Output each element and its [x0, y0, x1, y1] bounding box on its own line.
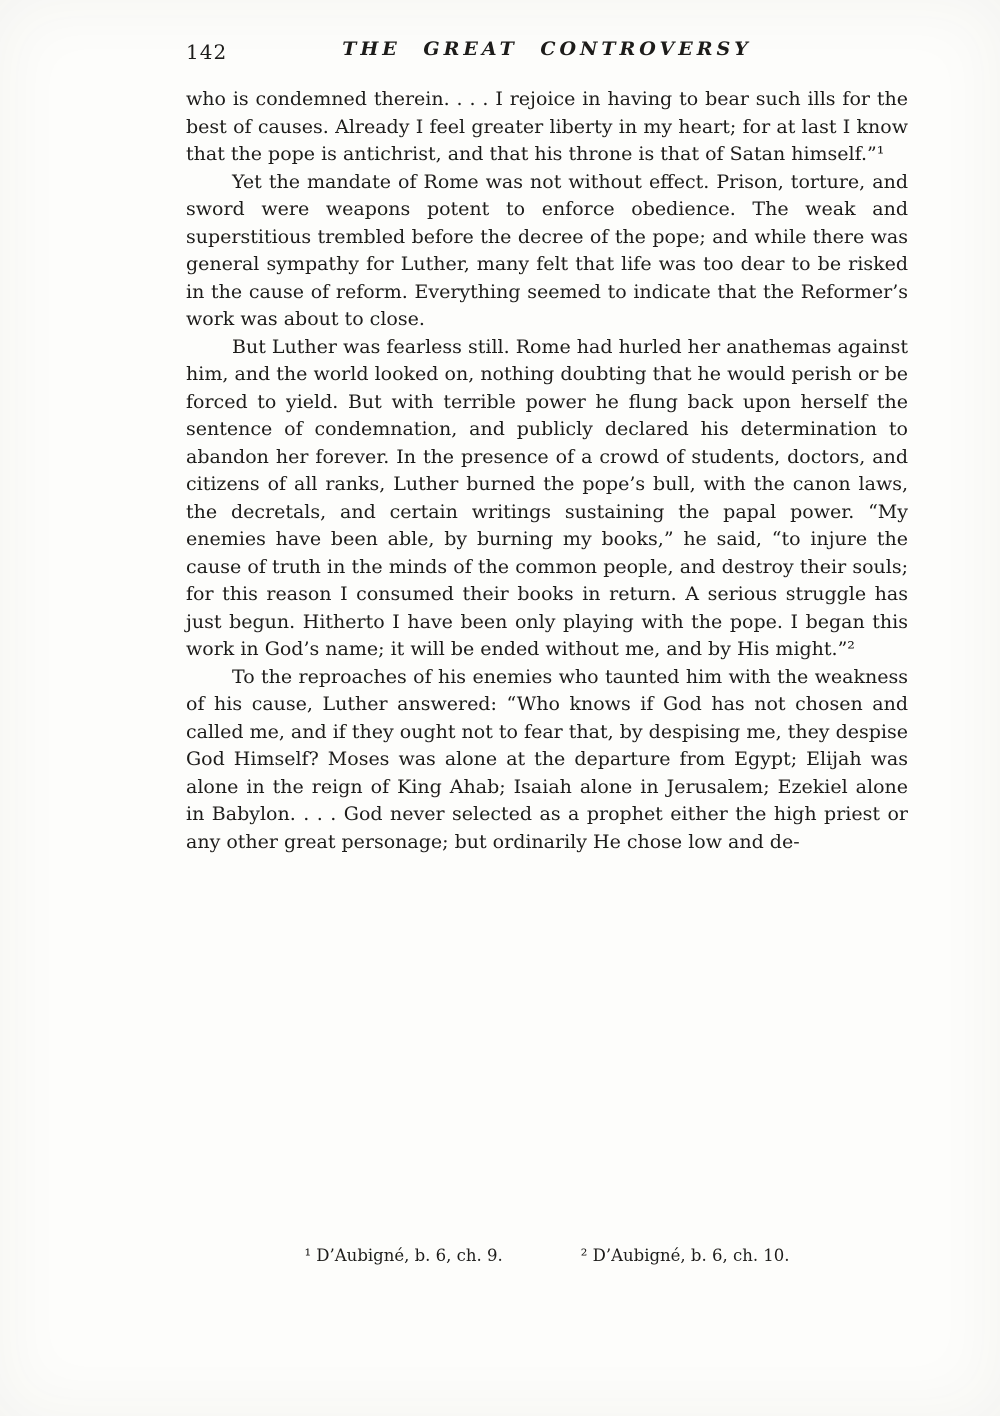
footnotes [186, 1246, 908, 1265]
paragraph: To the reproaches of his enemies who taunted him with the weakness of his cause, Luther answered: “Who knows if God has not chosen and called me, and if they ought not to fear that, by despising me, they despise God Himself? Moses was alone at the departure from Egypt; Elijah was alone in the reign of King Ahab; Isaiah alone in Jerusalem; Ezekiel alone in Babylon. . . . God never selected as a prophet either the high priest or any other great personage; but ordinarily He chose low and de- [186, 665, 908, 853]
paragraph: Yet the mandate of Rome was not without effect. Prison, torture, and sword were weapons potent to enforce obedience. The weak and superstitious trembled before the decree of the pope; and while there was general sympathy for Luther, many felt that life was too dear to be risked in the cause of reform. Everything seemed to indicate that the Reformer’s work was about to close. [186, 170, 908, 330]
paragraph-continuation: who is condemned therein. . . . I rejoice in having to bear such ills for the best of causes. Already I feel greater liberty in my heart; for at last I know that the pope is antichrist, and that his throne is that of Satan himself.”¹ [186, 88, 908, 165]
footnote-1: ¹ D’Aubigné, b. 6, ch. 9. [304, 1246, 503, 1265]
paragraph: But Luther was fearless still. Rome had hurled her anathemas against him, and the world looked on, nothing doubting that he would perish or be forced to yield. But with terrible power he flung back upon herself the sentence of condemnation, and publicly declared his determination to abandon her forever. In the presence of a crowd of students, doctors, and citizens of all ranks, Luther burned the pope’s bull, with the canon laws, the decretals, and certain writings sustaining the papal power. “My enemies have been able, by burning my books,” he said, “to injure the cause of truth in the minds of the common people, and destroy their souls; for this reason I consumed their books in return. A serious struggle has just begun. Hitherto I have been only playing with the pope. I began this work in God’s name; it will be ended without me, and by His might.”² [186, 335, 908, 660]
page-header [186, 38, 908, 70]
body-text [186, 86, 908, 856]
footnote-2: ² D’Aubigné, b. 6, ch. 10. [580, 1246, 790, 1265]
page-number: 142 [186, 40, 228, 64]
running-title: THE GREAT CONTROVERSY [342, 38, 752, 60]
